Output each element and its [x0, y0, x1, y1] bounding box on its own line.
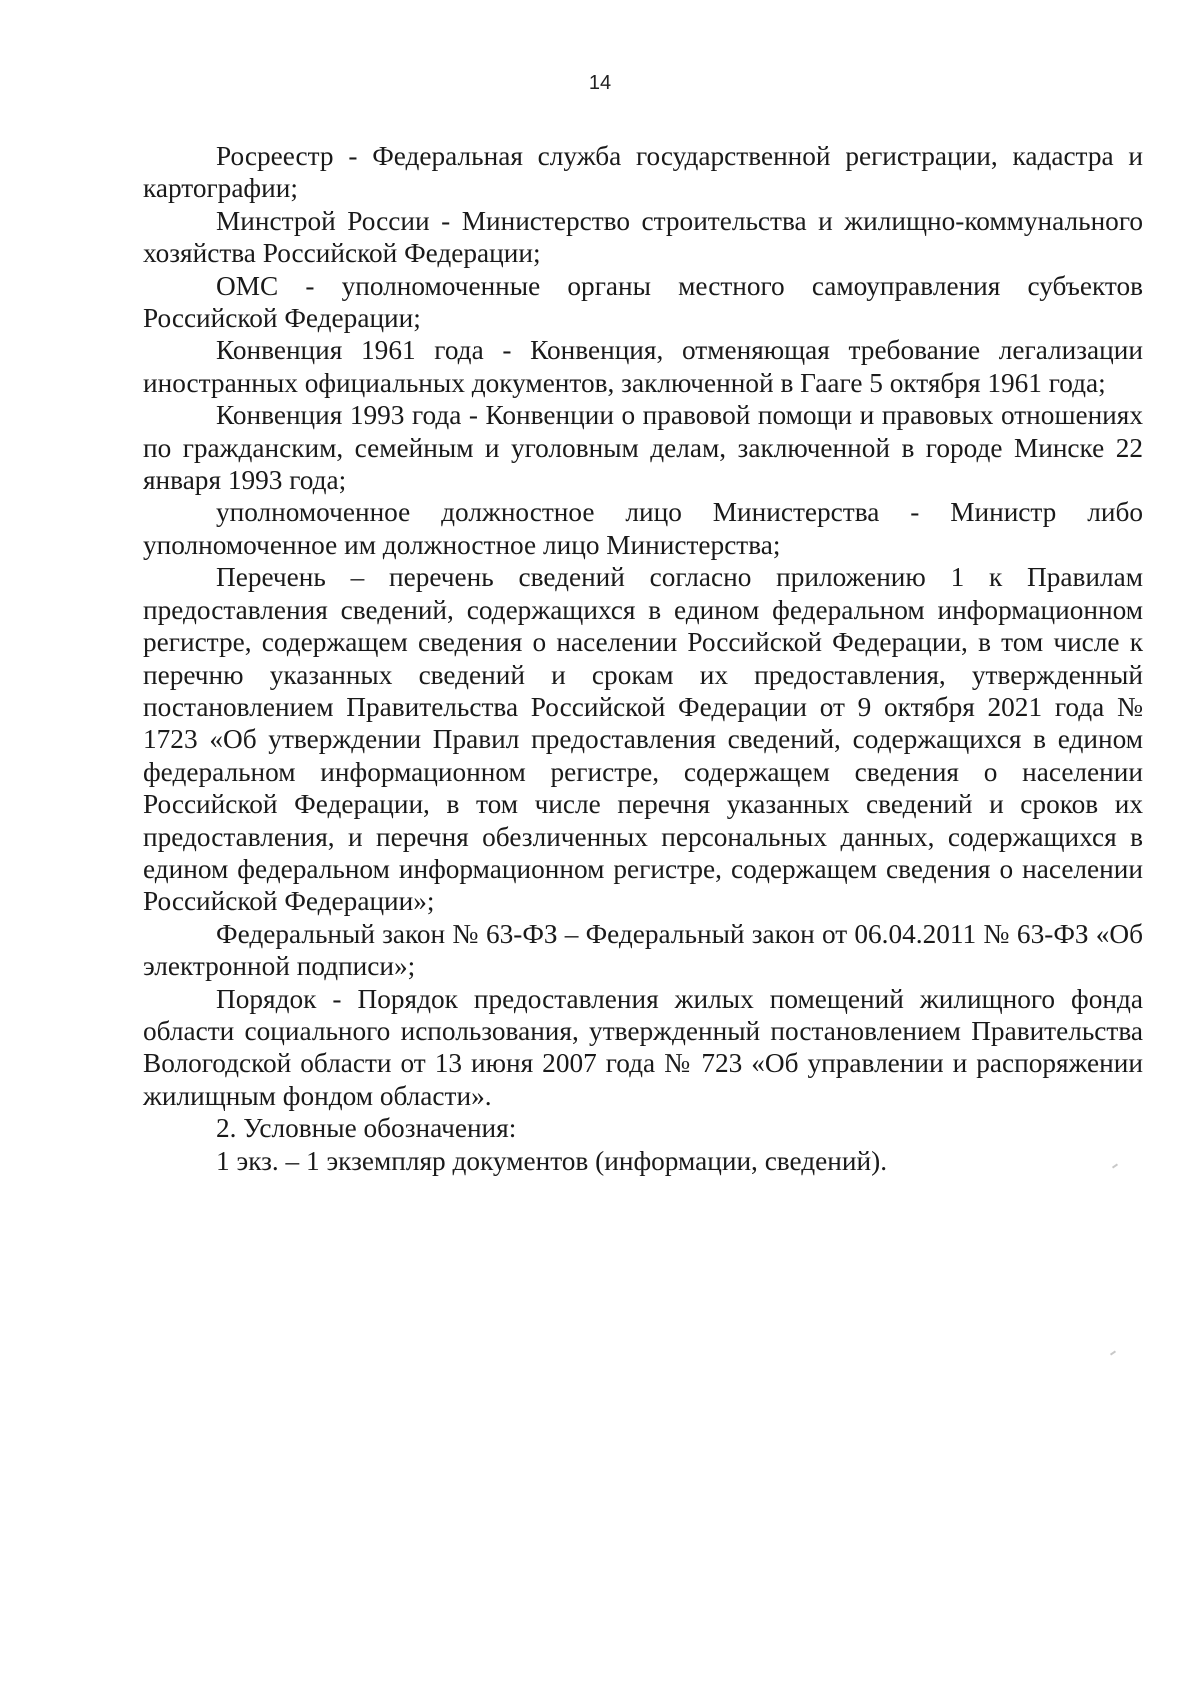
- definition-federal-law-63: Федеральный закон № 63-ФЗ – Федеральный закон от 06.04.2011 № 63-ФЗ «Об электронной подписи»;: [143, 918, 1143, 982]
- definition-perechen: Перечень – перечень сведений согласно приложению 1 к Правилам предоставления сведений, содержащихся в едином федеральном информационном регистре, содержащем сведения о населении Российской Федерации, в том числе к перечню указанных сведений и срокам их предоставления, утвержденный постановлением Правительства Российской Федерации от 9 октября 2021 года № 1723 «Об утверждении Правил предоставления сведений, содержащихся в едином федеральном информационном регистре, содержащем сведения о населении Российской Федерации, в том числе перечня указанных сведений и сроков их предоставления, и перечня обезличенных персональных данных, содержащихся в едином федеральном информационном регистре, содержащем сведения о населении Российской Федерации»;: [143, 562, 1143, 917]
- document-body: [143, 140, 1143, 1177]
- scan-artifact: [1110, 1350, 1116, 1355]
- section-heading-symbols: 2. Условные обозначения:: [216, 1113, 517, 1144]
- definition-authorized-official: уполномоченное должностное лицо Министерства - Министр либо уполномоченное им должностное лицо Министерства;: [143, 497, 1143, 560]
- definition-oms: ОМС - уполномоченные органы местного самоуправления субъектов Российской Федерации;: [143, 270, 1143, 334]
- definition-copies: 1 экз. – 1 экземпляр документов (информации, сведений).: [216, 1145, 888, 1176]
- definition-convention-1993: Конвенция 1993 года - Конвенции о правовой помощи и правовых отношениях по гражданским, семейным и уголовным делам, заключенной в городе Минске 22 января 1993 года;: [143, 400, 1143, 496]
- definition-rosreestr: Росреестр - Федеральная служба государственной регистрации, кадастра и картографии;: [143, 141, 1143, 204]
- definition-poryadok: Порядок - Порядок предоставления жилых помещений жилищного фонда области социального использования, утвержденный постановлением Правительства Вологодской области от 13 июня 2007 года № 723 «Об управлении и распоряжении жилищным фондом области».: [143, 983, 1143, 1111]
- page-number: 14: [588, 72, 612, 94]
- definition-convention-1961: Конвенция 1961 года - Конвенция, отменяющая требование легализации иностранных официальных документов, заключенной в Гааге 5 октября 1961 года;: [143, 335, 1143, 398]
- definition-minstroy: Минстрой России - Министерство строительства и жилищно-коммунального хозяйства Российской Федерации;: [143, 205, 1143, 269]
